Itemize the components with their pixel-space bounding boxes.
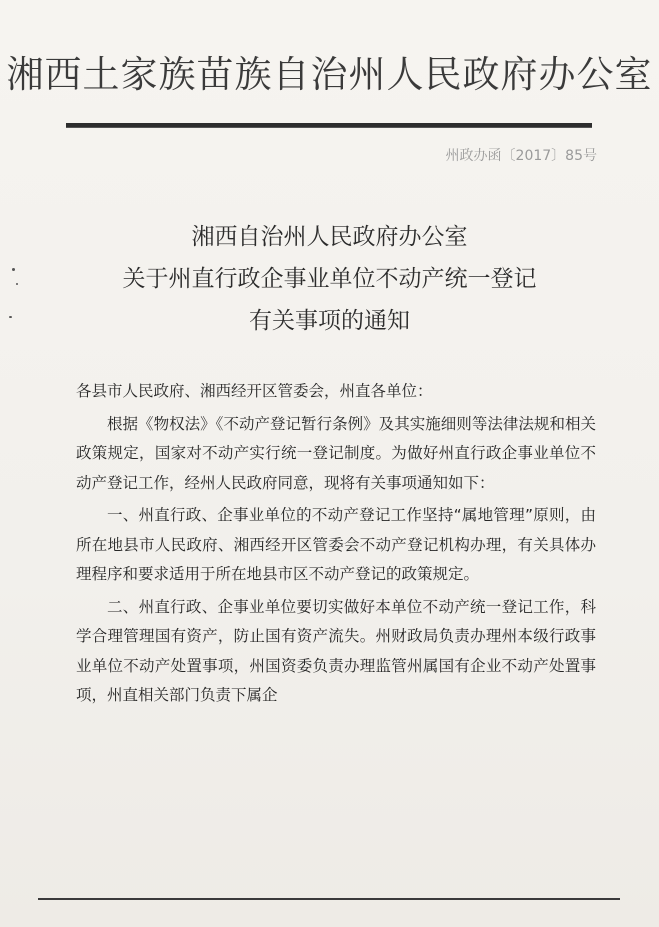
title-line-3: 有关事项的通知 xyxy=(249,308,410,334)
letterhead-divider xyxy=(66,123,592,127)
body-paragraph: 二、州直行政、企事业单位要切实做好本单位不动产统一登记工作，科学合理管理国有资产，防止国有资产流失。州财政局负责办理州本级行政事业单位不动产处置事项，州国资委负责办理监管州属国有企业不动产处置事项，州直相关部门负责下属企 xyxy=(76,597,596,704)
title-line-2: 关于州直行政企事业单位不动产统一登记 xyxy=(122,266,537,292)
title-line-1: 湘西自治州人民政府办公室 xyxy=(191,224,468,250)
letterhead-issuer: 湘西土家族苗族自治州人民政府办公室 xyxy=(6,53,653,96)
body-paragraph: 一、州直行政、企事业单位的不动产登记工作坚持“属地管理”原则，由所在地县市人民政府、湘西经开区管委会不动产登记机构办理，有关具体办理程序和要求适用于所在地县市区不动产登记的政策规定。 xyxy=(76,506,596,583)
footer-divider xyxy=(38,898,620,900)
salutation: 各县市人民政府、湘西经开区管委会，州直各单位： xyxy=(76,382,433,400)
body-paragraph: 根据《物权法》《不动产登记暂行条例》及其实施细则等法律法规和相关政策规定，国家对不动产实行统一登记制度。为做好州直行政企事业单位不动产登记工作，经州人民政府同意，现将有关事项通知如下： xyxy=(76,414,596,492)
document-number: 州政办函〔2017〕85号 xyxy=(445,148,597,164)
document-title xyxy=(0,216,659,342)
document-body xyxy=(76,377,596,711)
